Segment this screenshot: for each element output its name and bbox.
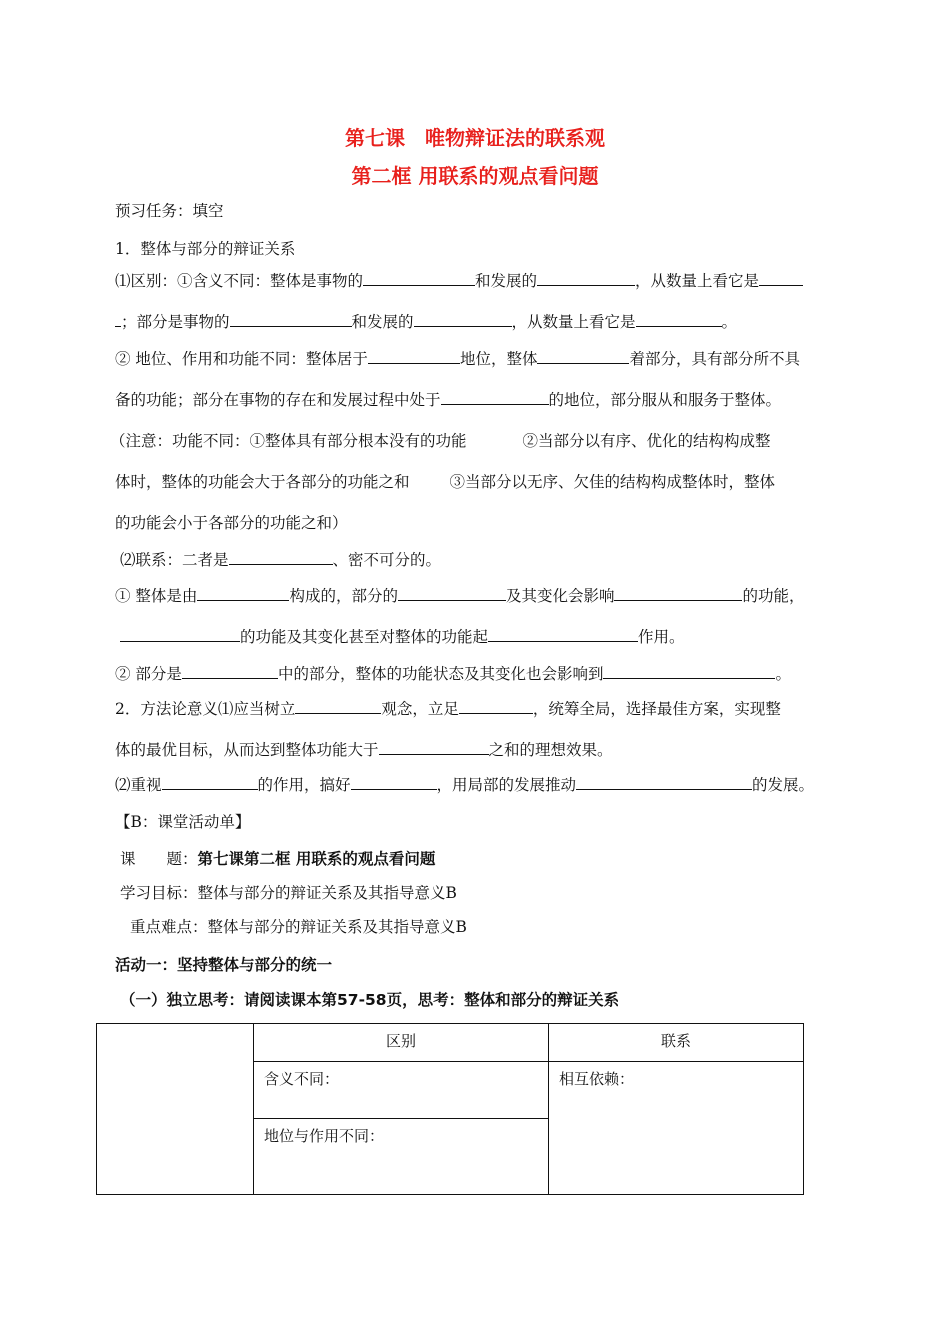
relation-table (96, 1023, 804, 1195)
blank-field[interactable] (120, 627, 240, 642)
page-subtitle: 第二框 用联系的观点看问题 (351, 164, 599, 188)
section-1-heading: 1．整体与部分的辩证关系 (115, 240, 296, 258)
learning-goal: 学习目标：整体与部分的辩证关系及其指导意义B (120, 884, 457, 902)
note-line: 体时，整体的功能会大于各部分的功能之和 ③当部分以无序、欠佳的结构构成整体时，整体 (115, 473, 776, 491)
fill-line: ；部分是事物的 和发展的 ，从数量上看它是 。 (115, 312, 737, 332)
table-blank-cell[interactable] (97, 1024, 254, 1195)
blank-field[interactable] (488, 627, 638, 642)
activity-1-heading: 活动一：坚持整体与部分的统一 (115, 956, 333, 974)
fill-line: ⑵联系：二者是 、密不可分的。 (120, 551, 442, 569)
blank-field[interactable] (182, 664, 278, 679)
blank-field[interactable] (197, 586, 289, 601)
blank-field[interactable] (379, 740, 489, 755)
blank-field[interactable] (229, 550, 333, 565)
blank-field[interactable] (162, 775, 258, 790)
header-difference: 区别 (254, 1024, 549, 1062)
think-prompt: （一）独立思考：请阅读课本第57-58页，思考：整体和部分的辩证关系 (120, 991, 620, 1009)
blank-field[interactable] (614, 586, 742, 601)
header-connection: 联系 (549, 1024, 804, 1062)
topic-line: 课 题：第七课第二框 用联系的观点看问题 (120, 850, 436, 868)
fill-line: ② 部分是 中的部分，整体的功能状态及其变化也会影响到 。 (115, 665, 791, 683)
fill-line: 2．方法论意义⑴应当树立 观念，立足 ，统筹全局，选择最佳方案，实现整 (115, 700, 781, 718)
blank-field[interactable] (459, 699, 533, 714)
blank-field[interactable] (636, 312, 722, 327)
blank-field[interactable] (603, 664, 775, 679)
blank-field[interactable] (398, 586, 506, 601)
blank-field[interactable] (441, 390, 549, 405)
section-b-heading: 【B：课堂活动单】 (115, 813, 251, 831)
blank-field[interactable] (537, 271, 635, 286)
fill-line: ② 地位、作用和功能不同：整体居于 地位，整体 着部分，具有部分所不具 (115, 350, 800, 368)
fill-line: 体的最优目标，从而达到整体功能大于 之和的理想效果。 (115, 741, 613, 759)
page-title: 第七课 唯物辩证法的联系观 (345, 126, 605, 150)
fill-line: 备的功能；部分在事物的存在和发展过程中处于 的地位，部分服从和服务于整体。 (115, 391, 782, 409)
cell-position-role[interactable]: 地位与作用不同： (254, 1119, 549, 1195)
cell-interdependence[interactable]: 相互依赖： (549, 1062, 804, 1195)
key-difficulty: 重点难点：整体与部分的辩证关系及其指导意义B (130, 918, 467, 936)
blank-field[interactable] (230, 312, 352, 327)
blank-field[interactable] (351, 775, 437, 790)
blank-field[interactable] (368, 349, 460, 364)
blank-field[interactable] (576, 775, 752, 790)
blank-field[interactable] (295, 699, 381, 714)
cell-meaning[interactable]: 含义不同： (254, 1062, 549, 1119)
fill-line: ① 整体是由 构成的，部分的 及其变化会影响 的功能， (115, 587, 805, 605)
preview-heading: 预习任务：填空 (115, 202, 224, 220)
note-line: 的功能会小于各部分的功能之和） (115, 514, 348, 532)
blank-field[interactable] (414, 312, 512, 327)
note-line: （注意：功能不同：①整体具有部分根本没有的功能 ②当部分以有序、优化的结构构成整 (110, 432, 771, 450)
blank-field[interactable] (363, 271, 475, 286)
fill-line: ⑵重视 的作用，搞好 ，用局部的发展推动 的发展。 (115, 776, 815, 794)
blank-field[interactable] (537, 349, 629, 364)
blank-field[interactable] (759, 271, 803, 286)
fill-line: ⑴区别：①含义不同：整体是事物的 和发展的 ，从数量上看它是 (115, 271, 803, 291)
fill-line: 的功能及其变化甚至对整体的功能起 作用。 (120, 627, 685, 647)
